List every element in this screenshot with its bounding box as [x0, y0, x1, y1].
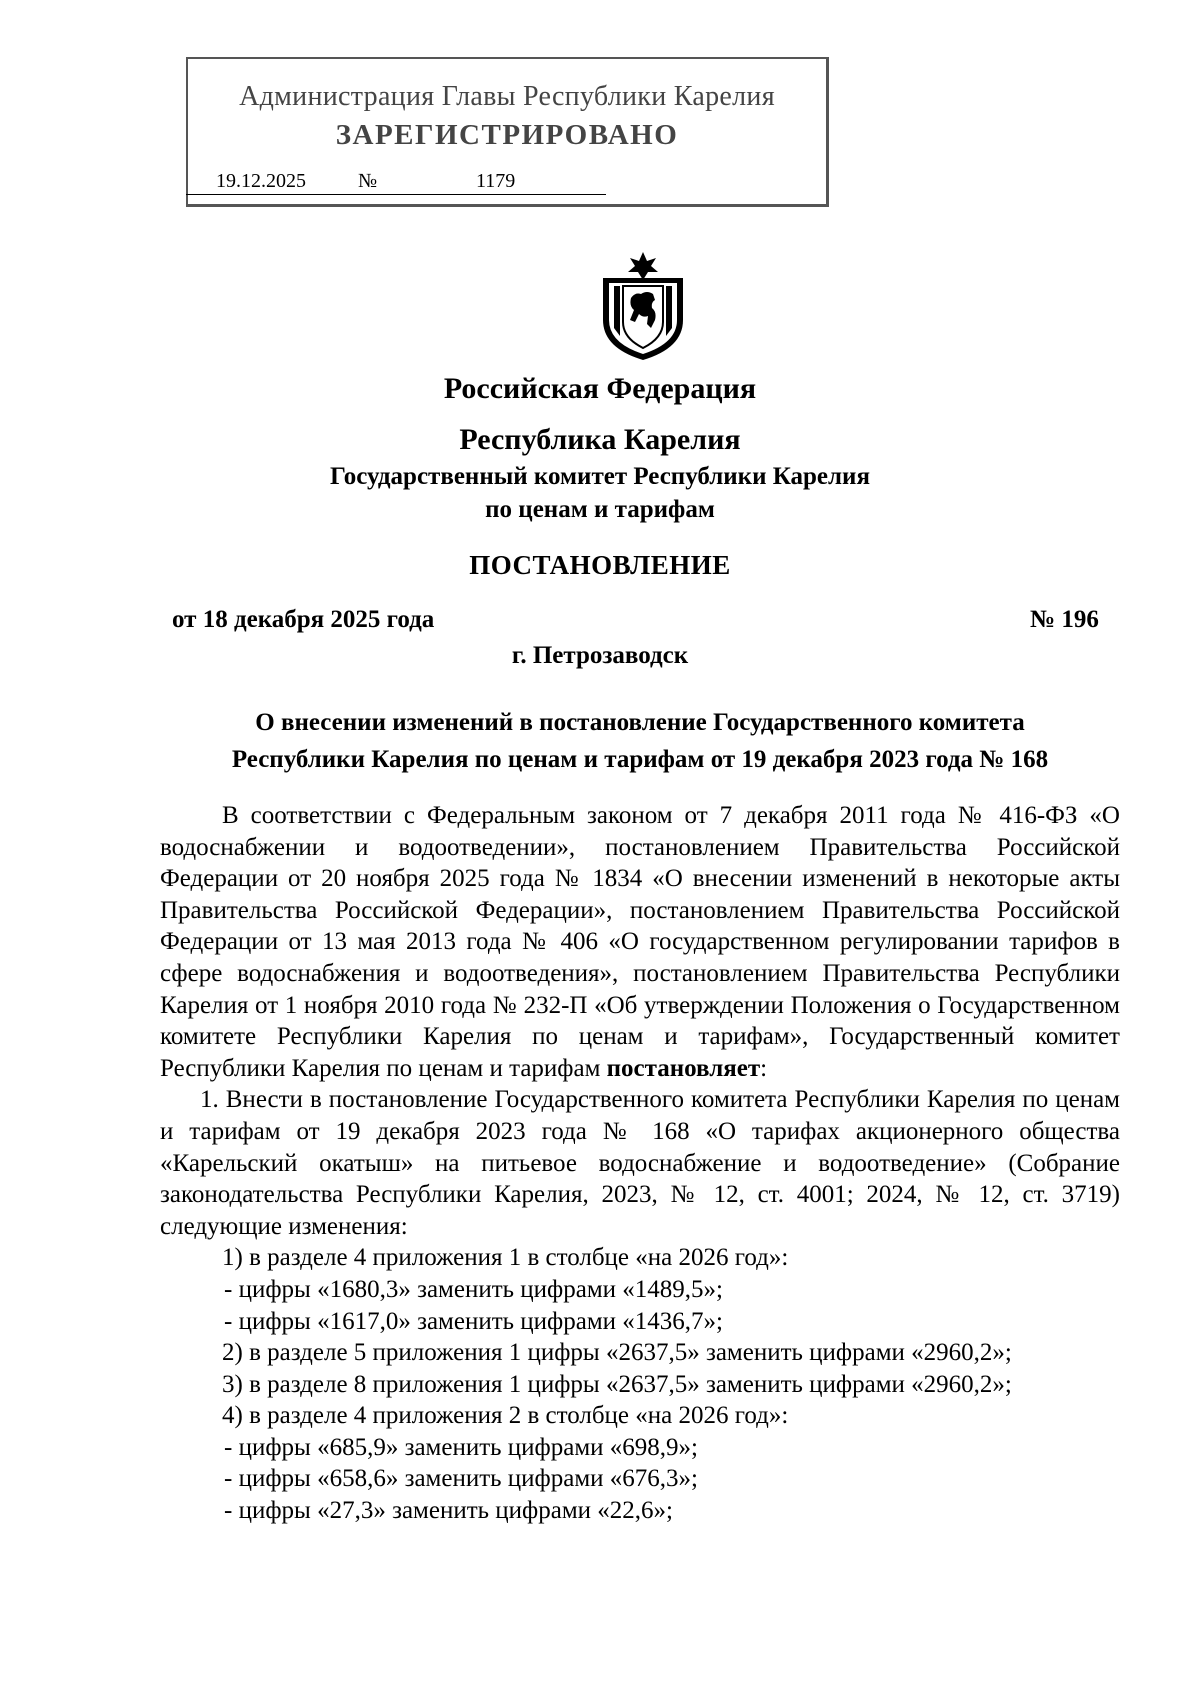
subitem-1: 1) в разделе 4 приложения 1 в столбце «на 2026 год»: [222, 1244, 789, 1272]
committee-heading-line2: по ценам и тарифам [485, 496, 715, 523]
country-heading: Российская Федерация [443, 372, 757, 405]
republic-heading: Республика Карелия [459, 423, 741, 456]
subject-line2: Республики Карелия по ценам и тарифам от 19 декабря 2023 года № 168 [231, 746, 1049, 773]
subitem-2: 2) в разделе 5 приложения 1 цифры «2637,5» заменить цифрами «2960,2»; [222, 1339, 1012, 1367]
subitem-4: 4) в разделе 4 приложения 2 в столбце «на 2026 год»: [222, 1402, 789, 1430]
subject-line1: О внесении изменений в постановление Государственного комитета [255, 709, 1025, 736]
document-date: от 18 декабря 2025 года [172, 606, 435, 633]
resolves-word: постановляет [606, 1054, 761, 1082]
preamble-colon: : [760, 1054, 768, 1082]
stamp-number-sign: № [358, 170, 378, 192]
document-subject [160, 704, 1120, 778]
subitem-1-change-a: - цифры «1680,3» заменить цифрами «1489,5»; [224, 1275, 723, 1303]
document-city: г. Петрозаводск [511, 642, 689, 669]
subitem-4-change-a: - цифры «685,9» заменить цифрами «698,9»; [224, 1433, 698, 1461]
stamp-administration: Администрация Главы Республики Карелия [239, 81, 775, 112]
document-body [160, 800, 1120, 1527]
document-number: № 196 [1030, 606, 1099, 633]
item-1: 1. Внести в постановление Государственного комитета Республики Карелия по ценам и тарифам от 19 декабря 2023 года № 168 «О тарифах акционерного общества «Карельский окатыш» на питьевое водоснабжение и водоотведение» (Собрание законодательства Республики Карелия, 2023, № 12, ст. 4001; 2024, № 12, ст. 3719) следующие изменения: [160, 1086, 1120, 1240]
preamble-paragraph [160, 800, 1120, 1084]
document-type: ПОСТАНОВЛЕНИЕ [469, 550, 731, 580]
subitem-4-change-b: - цифры «658,6» заменить цифрами «676,3»; [224, 1465, 698, 1493]
subitem-3: 3) в разделе 8 приложения 1 цифры «2637,5» заменить цифрами «2960,2»; [222, 1370, 1012, 1398]
karelia-coat-of-arms-icon [597, 250, 689, 362]
preamble-text: В соответствии с Федеральным законом от 7 декабря 2011 года № 416-ФЗ «О водоснабжении и водоотведении», постановлением Правительства Российской Федерации от 20 ноября 2025 года № 1834 «О внесении изменений в некоторые акты Правительства Российской Федерации», постановлением Правительства Российской Федерации от 13 мая 2013 года № 406 «О государственном регулировании тарифов в сфере водоснабжения и водоотведения», постановлением Правительства Республики Карелия от 1 ноября 2010 года № 232-П «Об утверждении Положения о Государственном комитете Республики Карелия по ценам и тарифам», Государственный комитет Республики Карелия по ценам и тарифам [160, 802, 1120, 1082]
stamp-number: 1179 [476, 170, 516, 192]
stamp-date: 19.12.2025 [216, 170, 306, 192]
committee-heading-line1: Государственный комитет Республики Карелия [330, 463, 870, 490]
subitem-1-change-b: - цифры «1617,0» заменить цифрами «1436,7»; [224, 1307, 723, 1335]
subitem-4-change-c: - цифры «27,3» заменить цифрами «22,6»; [224, 1497, 673, 1525]
stamp-underline [186, 194, 606, 195]
stamp-registered: ЗАРЕГИСТРИРОВАНО [335, 119, 679, 151]
